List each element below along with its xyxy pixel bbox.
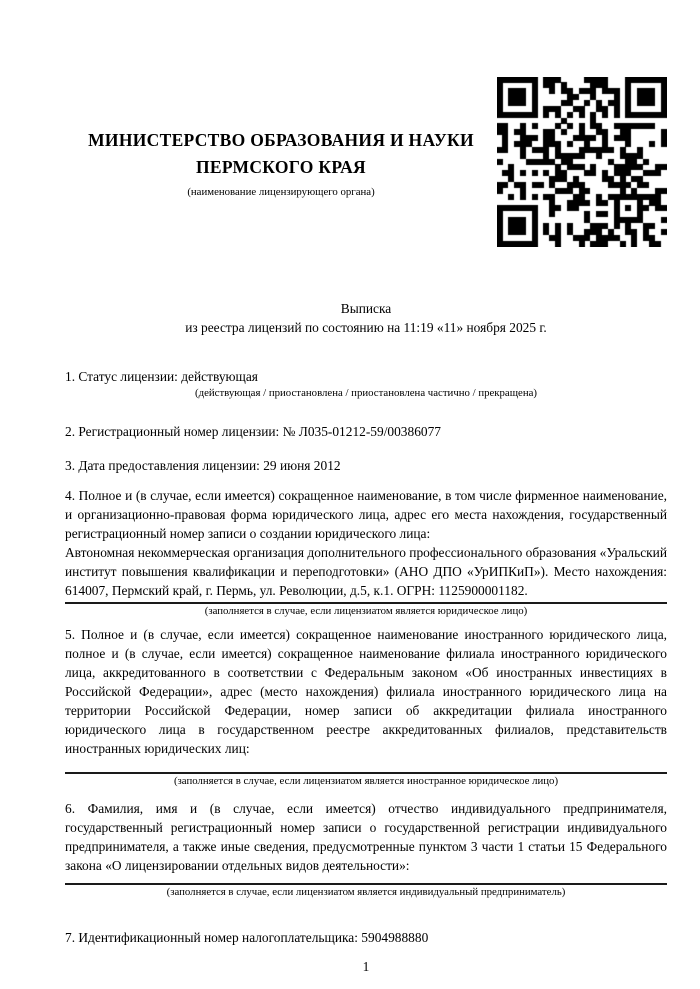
taxpayer-number-text: 7. Идентификационный номер налогоплательщика: 5904988880	[65, 930, 429, 945]
ministry-name	[65, 127, 497, 181]
document-title-line1: Выписка	[340, 301, 392, 316]
field-foreign-entity	[65, 625, 667, 789]
foreign-entity-answer	[65, 758, 667, 770]
registration-number-text: 2. Регистрационный номер лицензии: № Л035-01212-59/00386077	[65, 424, 441, 439]
foreign-entity-question: 5. Полное и (в случае, если имеется) сокращенное наименование иностранного юридического лица, полное и (в случае, если имеется) сокращенное наименование филиала иностранного юридического лица, аккредитованного в соответствии с Федеральным законом «Об иностранных инвестициях в Российской Федерации», адрес (место нахождения) филиала иностранного юридического лица на территории Российской Федерации, номер записи об аккредитации филиала иностранного юридического лица в государственном реестре аккредитованных филиалов, представительств иностранных юридических лиц:	[65, 627, 667, 756]
license-status-options-caption: (действующая / приостановлена / приостановлена частично / прекращена)	[195, 387, 537, 399]
qr-code-icon	[497, 77, 667, 247]
individual-entrepreneur-question: 6. Фамилия, имя и (в случае, если имеется) отчество индивидуального предпринимателя, государственный регистрационный номер записи о государственной регистрации индивидуального предпринимателя, а также иные сведения, предусмотренные пунктом 3 части 1 статьи 15 Федерального закона «О лицензировании отдельных видов деятельности»:	[65, 801, 667, 873]
individual-entrepreneur-caption: (заполняется в случае, если лицензиатом является индивидуальный предприниматель)	[166, 886, 566, 898]
field-individual-entrepreneur	[65, 799, 667, 900]
field-grant-date	[65, 456, 667, 475]
document-header	[65, 77, 667, 247]
document-title	[65, 299, 667, 337]
license-status-text: 1. Статус лицензии: действующая	[65, 369, 258, 384]
ministry-name-line1: МИНИСТЕРСТВО ОБРАЗОВАНИЯ И НАУКИ	[88, 130, 474, 150]
ministry-name-line2: ПЕРМСКОГО КРАЯ	[196, 157, 366, 177]
page-number: 1	[362, 959, 370, 974]
licensing-authority-block	[65, 77, 497, 199]
licensing-authority-caption: (наименование лицензирующего органа)	[187, 186, 375, 198]
field-license-status	[65, 367, 667, 401]
field-legal-entity	[65, 486, 667, 619]
grant-date-text: 3. Дата предоставления лицензии: 29 июня 2012	[65, 458, 341, 473]
legal-entity-caption: (заполняется в случае, если лицензиатом является юридическое лицо)	[204, 605, 528, 617]
individual-entrepreneur-answer	[65, 875, 667, 881]
field-taxpayer-number	[65, 928, 667, 947]
legal-entity-question: 4. Полное и (в случае, если имеется) сокращенное наименование, в том числе фирменное наименование, и организационно-правовая форма юридического лица, адрес его места нахождения, государственный регистрационный номер записи о создании юридического лица:	[65, 488, 667, 541]
legal-entity-answer: Автономная некоммерческая организация дополнительного профессионального образования «Уральский институт повышения квалификации и переподготовки» (АНО ДПО «УрИПКиП»). Место нахождения: 614007, Пермский край, г. Пермь, ул. Революции, д.5, к.1. ОГРН: 1125900001182.	[65, 545, 667, 598]
field-registration-number	[65, 422, 667, 441]
document-title-line2: из реестра лицензий по состоянию на 11:19 «11» ноября 2025 г.	[185, 320, 547, 335]
foreign-entity-caption: (заполняется в случае, если лицензиатом является иностранное юридическое лицо)	[173, 775, 559, 787]
